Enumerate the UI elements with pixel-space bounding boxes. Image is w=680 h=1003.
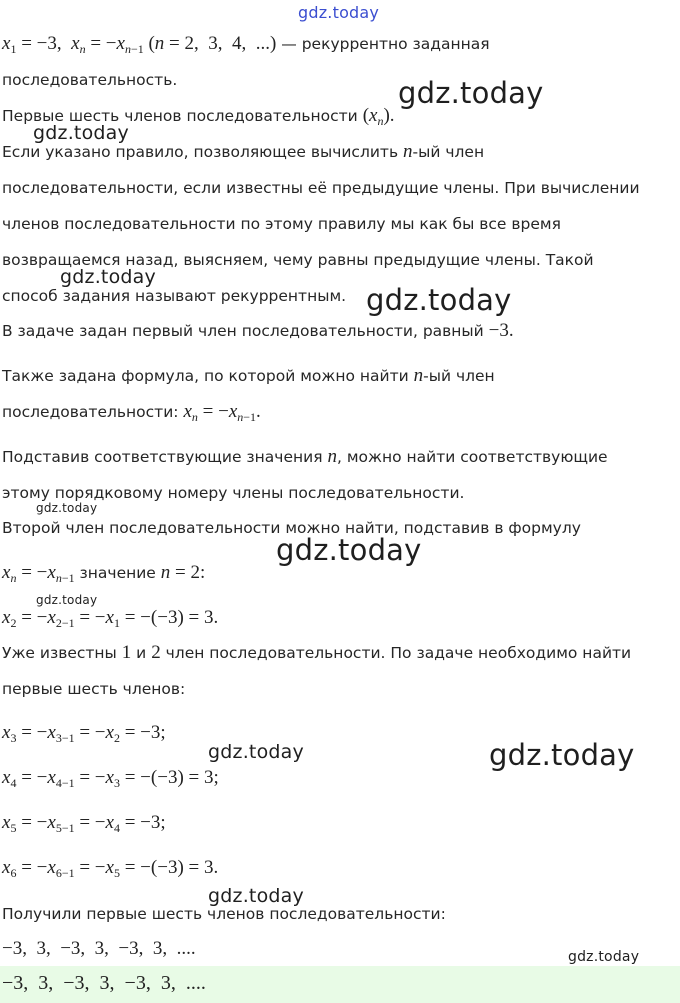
text-span: способ задания называют рекуррентным. bbox=[2, 287, 347, 305]
answer-box bbox=[0, 966, 680, 1003]
text-span: значение bbox=[79, 564, 156, 582]
text-line bbox=[2, 678, 185, 700]
watermark: gdz.today bbox=[489, 738, 635, 772]
recurrence-formula: $x_n = -x_{n-1}$ bbox=[2, 562, 75, 585]
text-span: возвращаемся назад, выясняем, чему равны предыдущие члены. Такой bbox=[2, 251, 594, 269]
text-line bbox=[2, 365, 495, 387]
text-line bbox=[2, 562, 205, 584]
math-line-x3 bbox=[2, 722, 166, 744]
equation: $x_3 = -x_{3-1} = -x_2 = -3$; bbox=[2, 722, 166, 745]
text-line bbox=[2, 320, 514, 342]
watermark: gdz.today bbox=[366, 283, 512, 317]
text-span: последовательность. bbox=[2, 71, 178, 89]
equation: $x_6 = -x_{6-1} = -x_5 = -(-3) = 3$. bbox=[2, 857, 219, 880]
definition-formula: $x_1 = -3$, $x_n = -x_{n-1}$ (n = 2, 3, 4, ...) bbox=[2, 33, 277, 56]
text-span: Подставив соответствующие значения bbox=[2, 448, 323, 466]
watermark: gdz.today bbox=[36, 593, 98, 607]
text-span: последовательности, если известны её предыдущие члены. При вычислении bbox=[2, 179, 640, 197]
text-line bbox=[2, 213, 561, 235]
header-watermark: gdz.today bbox=[298, 3, 380, 22]
text-span: , можно найти соответствующие bbox=[336, 448, 608, 466]
watermark: gdz.today bbox=[208, 741, 304, 763]
text-span: и bbox=[136, 644, 147, 662]
text-span: Получили первые шесть членов последовательности: bbox=[2, 905, 446, 923]
text-span: -ый член bbox=[412, 143, 485, 161]
watermark: gdz.today bbox=[36, 501, 98, 515]
equation: $x_2 = -x_{2-1} = -x_1 = -(-3) = 3$. bbox=[2, 607, 219, 630]
text-span: член последовательности. По задаче необходимо найти bbox=[165, 644, 632, 662]
math-var: n bbox=[327, 446, 337, 467]
text-span: Первые шесть членов последовательности bbox=[2, 107, 358, 125]
math-var: n bbox=[413, 365, 424, 386]
math-eq: n = 2: bbox=[160, 562, 206, 583]
text-span: -ый член bbox=[423, 367, 495, 385]
watermark: gdz.today bbox=[60, 266, 156, 288]
sequence-notation: $(x_n)$. bbox=[362, 105, 395, 128]
text-line bbox=[2, 33, 490, 55]
math-value: −3. bbox=[488, 320, 514, 341]
text-line bbox=[2, 285, 346, 307]
sequence-values: −3, 3, −3, 3, −3, 3, .... bbox=[2, 938, 196, 959]
text-line bbox=[2, 141, 484, 163]
equation: $x_4 = -x_{4-1} = -x_3 = -(-3) = 3$; bbox=[2, 767, 219, 790]
answer-sequence: −3, 3, −3, 3, −3, 3, .... bbox=[2, 972, 206, 994]
math-line-x4 bbox=[2, 767, 219, 789]
equation: $x_5 = -x_{5-1} = -x_4 = -3$; bbox=[2, 812, 166, 835]
text-span: — рекуррентно заданная bbox=[281, 35, 490, 53]
watermark: gdz.today bbox=[33, 122, 129, 144]
watermark: gdz.today bbox=[568, 949, 640, 965]
math-line-x6 bbox=[2, 857, 218, 879]
math-line-x2 bbox=[2, 607, 218, 629]
text-line bbox=[2, 642, 631, 664]
text-span: Уже известны bbox=[2, 644, 117, 662]
sequence-result bbox=[2, 938, 196, 960]
text-line bbox=[2, 177, 640, 199]
text-line bbox=[2, 401, 261, 423]
text-span: первые шесть членов: bbox=[2, 680, 186, 698]
text-span: членов последовательности по этому правилу мы как бы все время bbox=[2, 215, 561, 233]
text-span: Второй член последовательности можно найти, подставив в формулу bbox=[2, 519, 581, 537]
watermark: gdz.today bbox=[276, 533, 422, 567]
text-span: последовательности: bbox=[2, 403, 179, 421]
math-value: 1 bbox=[121, 642, 132, 663]
text-line bbox=[2, 446, 608, 468]
math-line-x5 bbox=[2, 812, 166, 834]
watermark: gdz.today bbox=[398, 76, 544, 110]
math-value: 2 bbox=[151, 642, 161, 663]
text-span: этому порядковому номеру члены последовательности. bbox=[2, 484, 465, 502]
text-span: В задаче задан первый член последовательности, равный bbox=[2, 322, 484, 340]
text-span: Также задана формула, по которой можно найти bbox=[2, 367, 409, 385]
recurrence-formula: $x_n = -x_{n-1}$. bbox=[183, 401, 261, 424]
text-line bbox=[2, 69, 177, 91]
math-var: n bbox=[403, 141, 413, 162]
watermark: gdz.today bbox=[208, 885, 304, 907]
text-span: Если указано правило, позволяющее вычислить bbox=[2, 143, 399, 161]
